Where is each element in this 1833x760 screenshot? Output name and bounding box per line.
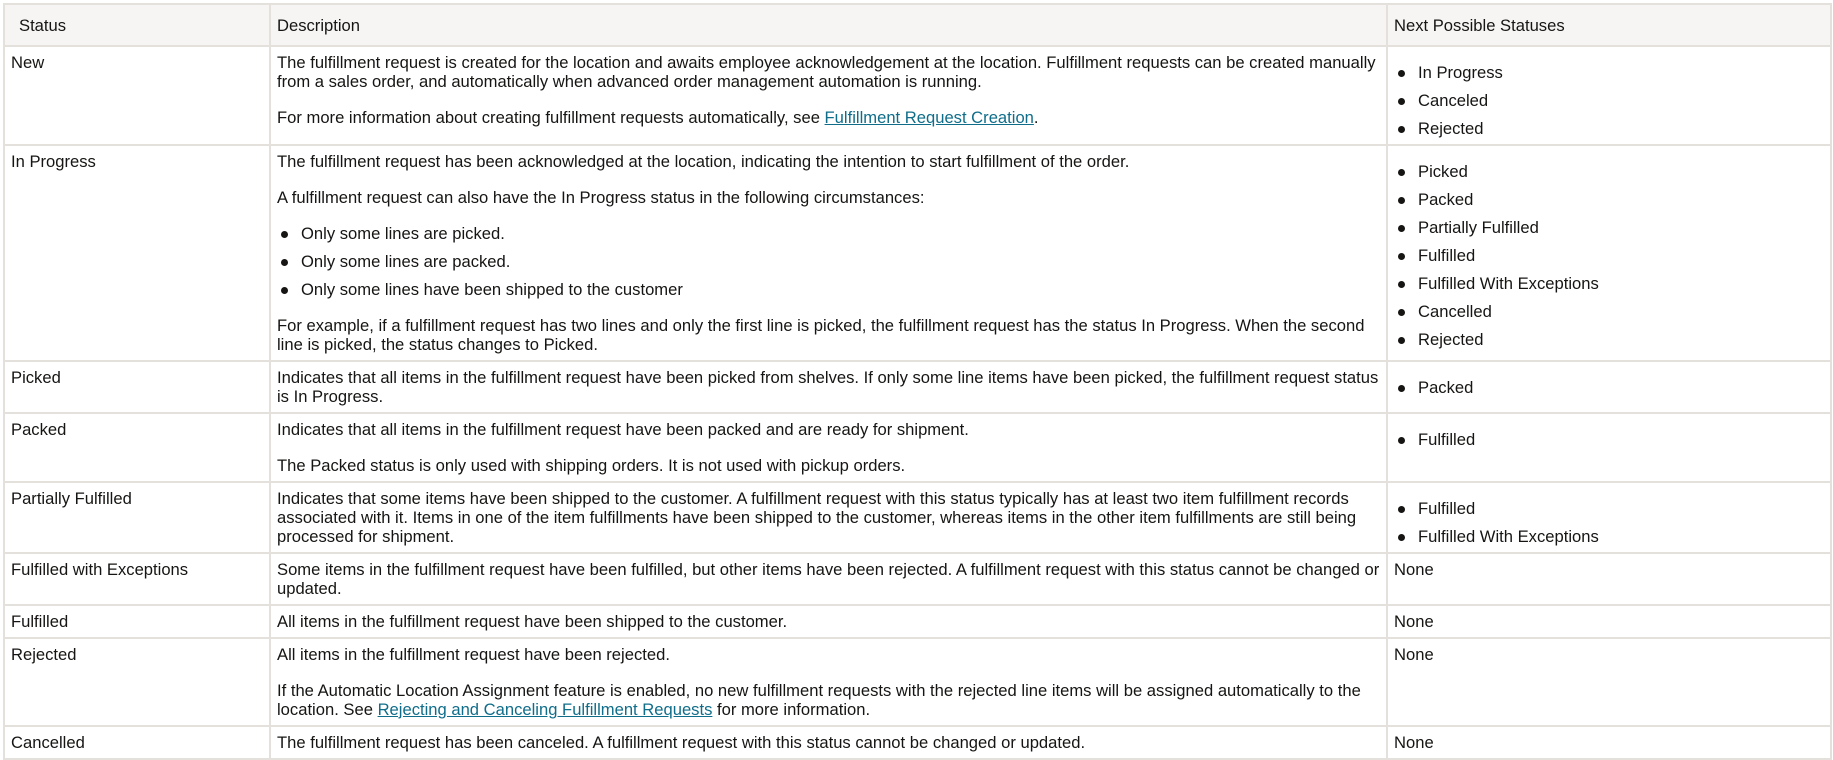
status-cell: Fulfilled [4, 605, 270, 638]
list-item: Fulfilled With Exceptions [1418, 527, 1824, 546]
next-statuses-list [1394, 162, 1824, 349]
header-description: Description [270, 4, 1387, 46]
status-cell: Fulfilled with Exceptions [4, 553, 270, 605]
status-cell: Cancelled [4, 726, 270, 759]
description-text-suffix: . [1033, 108, 1039, 127]
next-statuses-list [1394, 430, 1824, 449]
list-item: Fulfilled [1418, 499, 1824, 518]
description-cell [270, 726, 1387, 759]
description-text-prefix: For more information about creating fulfillment requests automatically, see [277, 108, 825, 127]
list-item: Only some lines are picked. [301, 224, 1380, 243]
circumstances-list [277, 224, 1380, 299]
list-item: Only some lines have been shipped to the customer [301, 280, 1380, 299]
description-text: The fulfillment request has been canceled. A fulfillment request with this status cannot be changed or updated. [277, 733, 1086, 752]
description-text: The Packed status is only used with shipping orders. It is not used with pickup orders. [277, 456, 906, 475]
description-text: Indicates that all items in the fulfillment request have been packed and are ready for shipment. [277, 420, 969, 439]
description-text [277, 108, 1380, 127]
description-text: Indicates that some items have been shipped to the customer. A fulfillment request with this status typically has at least two item fulfillment records associated with it. Items in one of the item fulfillments have been shipped to the customer, whereas items in the other item fulfillments are still being processed for shipment. [277, 489, 1357, 546]
description-cell [270, 482, 1387, 553]
status-table [3, 3, 1832, 760]
next-statuses-cell [1387, 413, 1831, 482]
status-cell: Rejected [4, 638, 270, 726]
status-cell: Partially Fulfilled [4, 482, 270, 553]
description-text-prefix: If the Automatic Location Assignment feature is enabled, no new fulfillment requests with the rejected line items will be assigned automatically to the location. See [277, 681, 1361, 719]
next-statuses-cell: None [1387, 726, 1831, 759]
table-row [4, 553, 1831, 605]
next-statuses-list [1394, 378, 1824, 397]
description-cell [270, 145, 1387, 361]
description-text [277, 681, 1380, 719]
description-text: The fulfillment request is created for the location and awaits employee acknowledgement at the location. Fulfillment requests can be created manually from a sales order, and automatically when advanced order management automation is running. [277, 53, 1376, 91]
description-text: All items in the fulfillment request have been rejected. [277, 645, 670, 664]
list-item: Rejected [1418, 330, 1824, 349]
status-cell: Packed [4, 413, 270, 482]
list-item: Fulfilled With Exceptions [1418, 274, 1824, 293]
list-item: Cancelled [1418, 302, 1824, 321]
description-text: For example, if a fulfillment request has two lines and only the first line is picked, the fulfillment request has the status In Progress. When the second line is picked, the status changes to Picked. [277, 316, 1365, 354]
status-cell: New [4, 46, 270, 145]
list-item: Packed [1418, 378, 1824, 397]
list-item: Only some lines are packed. [301, 252, 1380, 271]
next-statuses-cell [1387, 482, 1831, 553]
next-statuses-cell: None [1387, 638, 1831, 726]
list-item: Picked [1418, 162, 1824, 181]
table-row [4, 482, 1831, 553]
status-cell: Picked [4, 361, 270, 413]
list-item: Fulfilled [1418, 246, 1824, 265]
header-next-statuses: Next Possible Statuses [1387, 4, 1831, 46]
next-statuses-cell: None [1387, 605, 1831, 638]
description-cell [270, 361, 1387, 413]
fulfillment-request-creation-link[interactable]: Fulfillment Request Creation [824, 108, 1034, 127]
description-cell [270, 605, 1387, 638]
description-cell [270, 46, 1387, 145]
list-item: Partially Fulfilled [1418, 218, 1824, 237]
description-text-suffix: for more information. [712, 700, 871, 719]
table-row [4, 413, 1831, 482]
next-statuses-list [1394, 499, 1824, 546]
description-text: Indicates that all items in the fulfillment request have been picked from shelves. If only some line items have been picked, the fulfillment request status is In Progress. [277, 368, 1379, 406]
rejecting-canceling-requests-link[interactable]: Rejecting and Canceling Fulfillment Requests [377, 700, 713, 719]
table-row [4, 145, 1831, 361]
table-row [4, 726, 1831, 759]
table-row [4, 605, 1831, 638]
description-text: A fulfillment request can also have the In Progress status in the following circumstances: [277, 188, 925, 207]
next-statuses-cell [1387, 361, 1831, 413]
description-cell [270, 413, 1387, 482]
description-text: The fulfillment request has been acknowledged at the location, indicating the intention to start fulfillment of the order. [277, 152, 1130, 171]
table-row [4, 46, 1831, 145]
description-text: Some items in the fulfillment request have been fulfilled, but other items have been rejected. A fulfillment request with this status cannot be changed or updated. [277, 560, 1380, 598]
list-item: In Progress [1418, 63, 1824, 82]
description-cell [270, 638, 1387, 726]
status-cell: In Progress [4, 145, 270, 361]
next-statuses-cell [1387, 46, 1831, 145]
list-item: Fulfilled [1418, 430, 1824, 449]
next-statuses-cell: None [1387, 553, 1831, 605]
list-item: Packed [1418, 190, 1824, 209]
list-item: Canceled [1418, 91, 1824, 110]
table-row [4, 638, 1831, 726]
header-row [4, 4, 1831, 46]
next-statuses-cell [1387, 145, 1831, 361]
table-row [4, 361, 1831, 413]
description-text: All items in the fulfillment request have been shipped to the customer. [277, 612, 788, 631]
description-cell [270, 553, 1387, 605]
list-item: Rejected [1418, 119, 1824, 138]
header-status: Status [4, 4, 270, 46]
next-statuses-list [1394, 63, 1824, 138]
